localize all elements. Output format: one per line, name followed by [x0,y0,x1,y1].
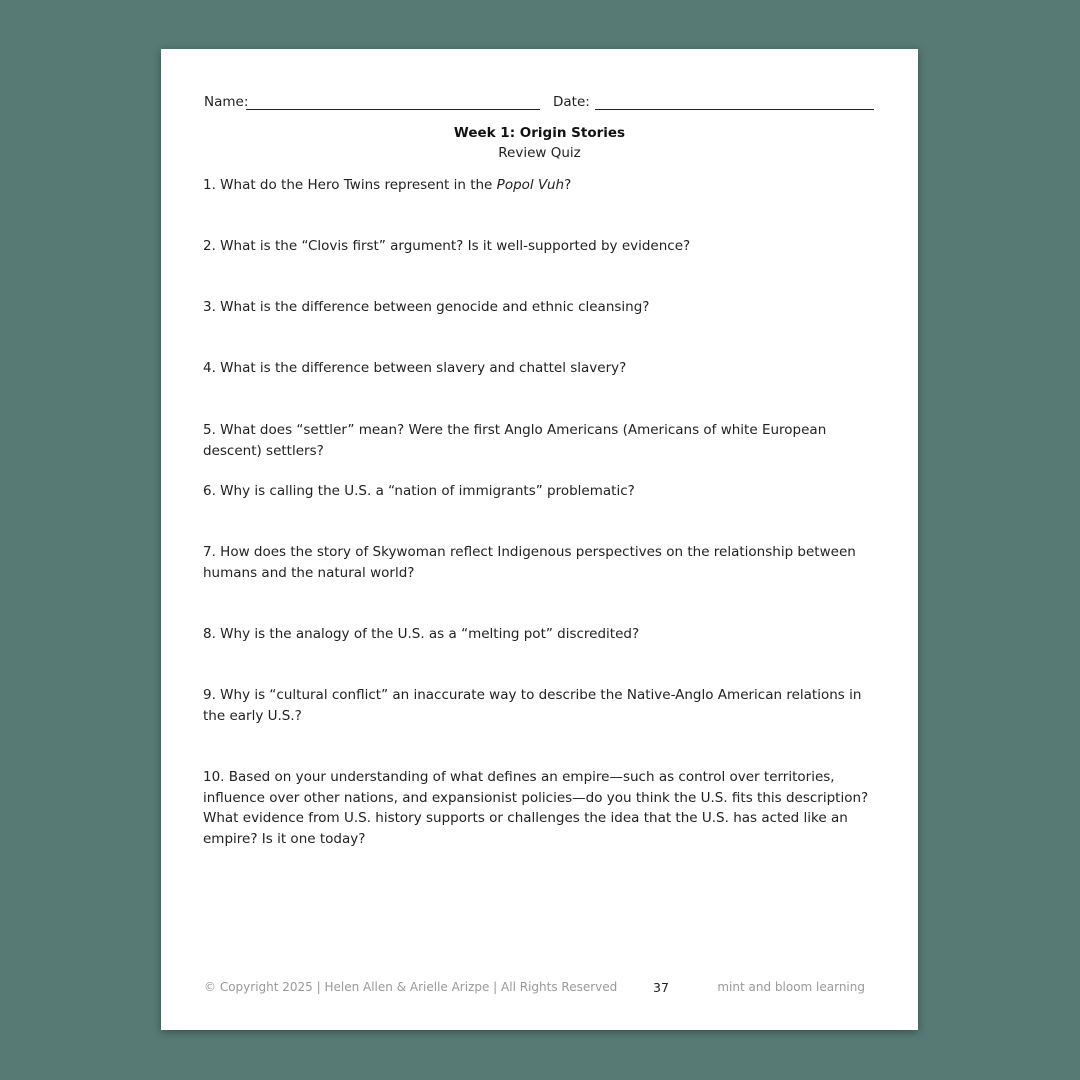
question-6: 6. Why is calling the U.S. a “nation of immigrants” problematic? [203,483,635,499]
question-3: 3. What is the difference between genocide and ethnic cleansing? [203,299,650,315]
question-2: 2. What is the “Clovis first” argument? Is it well-supported by evidence? [203,238,691,254]
student-info-row [204,92,875,112]
question-5: 5. What does “settler” mean? Were the first Anglo Americans (Americans of white European descent) settlers? [203,422,827,459]
page-title: Week 1: Origin Stories [453,125,626,141]
brand-name: mint and bloom learning [717,980,865,994]
question-1 [203,175,870,196]
question-4: 4. What is the difference between slavery and chattel slavery? [203,360,627,376]
copyright-notice: © Copyright 2025 | Helen Allen & Arielle Arizpe | All Rights Reserved [204,980,618,994]
question-9: 9. Why is “cultural conflict” an inaccurate way to describe the Native-Anglo American relations in the early U.S.? [203,687,862,724]
date-label: Date: [553,94,590,110]
name-line [246,109,540,110]
worksheet-page [161,49,918,1030]
page-number: 37 [653,980,669,995]
question-1-end: ? [564,177,572,193]
question-8: 8. Why is the analogy of the U.S. as a “melting pot” discredited? [203,626,640,642]
question-1-book-title: Popol Vuh [496,177,565,193]
date-line [595,109,874,110]
page-subtitle: Review Quiz [498,145,581,161]
name-label: Name: [204,94,249,110]
question-7: 7. How does the story of Skywoman reflect Indigenous perspectives on the relationship between humans and the natural world? [203,544,856,581]
question-1-text: 1. What do the Hero Twins represent in the [203,177,497,193]
question-10: 10. Based on your understanding of what defines an empire—such as control over territories, influence over other nations, and expansionist policies—do you think the U.S. fits this description? What evidence from U.S. history supports or challenges the idea that the U.S. has acted like an empire? Is it one today? [203,769,869,847]
page-footer [204,980,865,996]
